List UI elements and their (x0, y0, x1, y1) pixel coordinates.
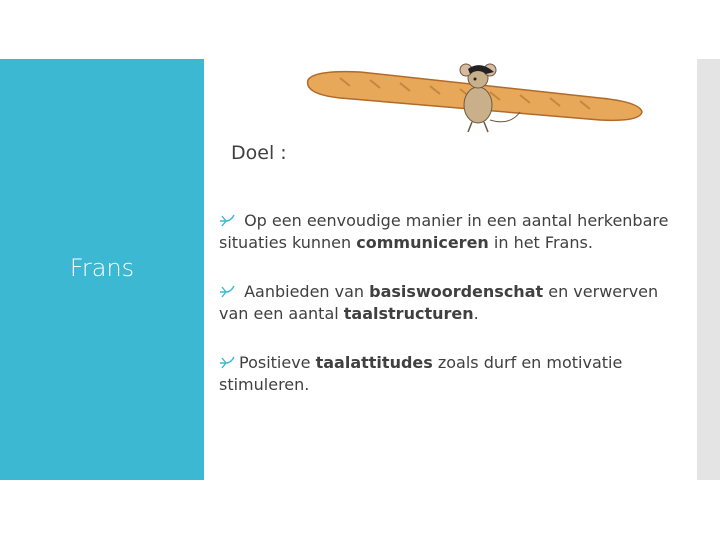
right-strip (697, 59, 720, 480)
content-heading: Doel : (231, 142, 287, 164)
bullet-arrow-icon (219, 352, 235, 374)
bullet-item: Op een eenvoudige manier in een aantal herkenbare situaties kunnen communiceren in het Frans. (219, 211, 669, 252)
bullet-item: Positieve taalattitudes zoals durf en motivatie stimuleren. (219, 353, 623, 394)
mouse-carrying-baguette-icon (300, 60, 646, 134)
bullet-arrow-icon (219, 281, 235, 303)
section-title: Frans (69, 254, 135, 282)
bullet-item: Aanbieden van basiswoordenschat en verwerven van een aantal taalstructuren. (219, 282, 659, 323)
bullet-list (219, 210, 669, 423)
bullet-arrow-icon (219, 210, 235, 232)
